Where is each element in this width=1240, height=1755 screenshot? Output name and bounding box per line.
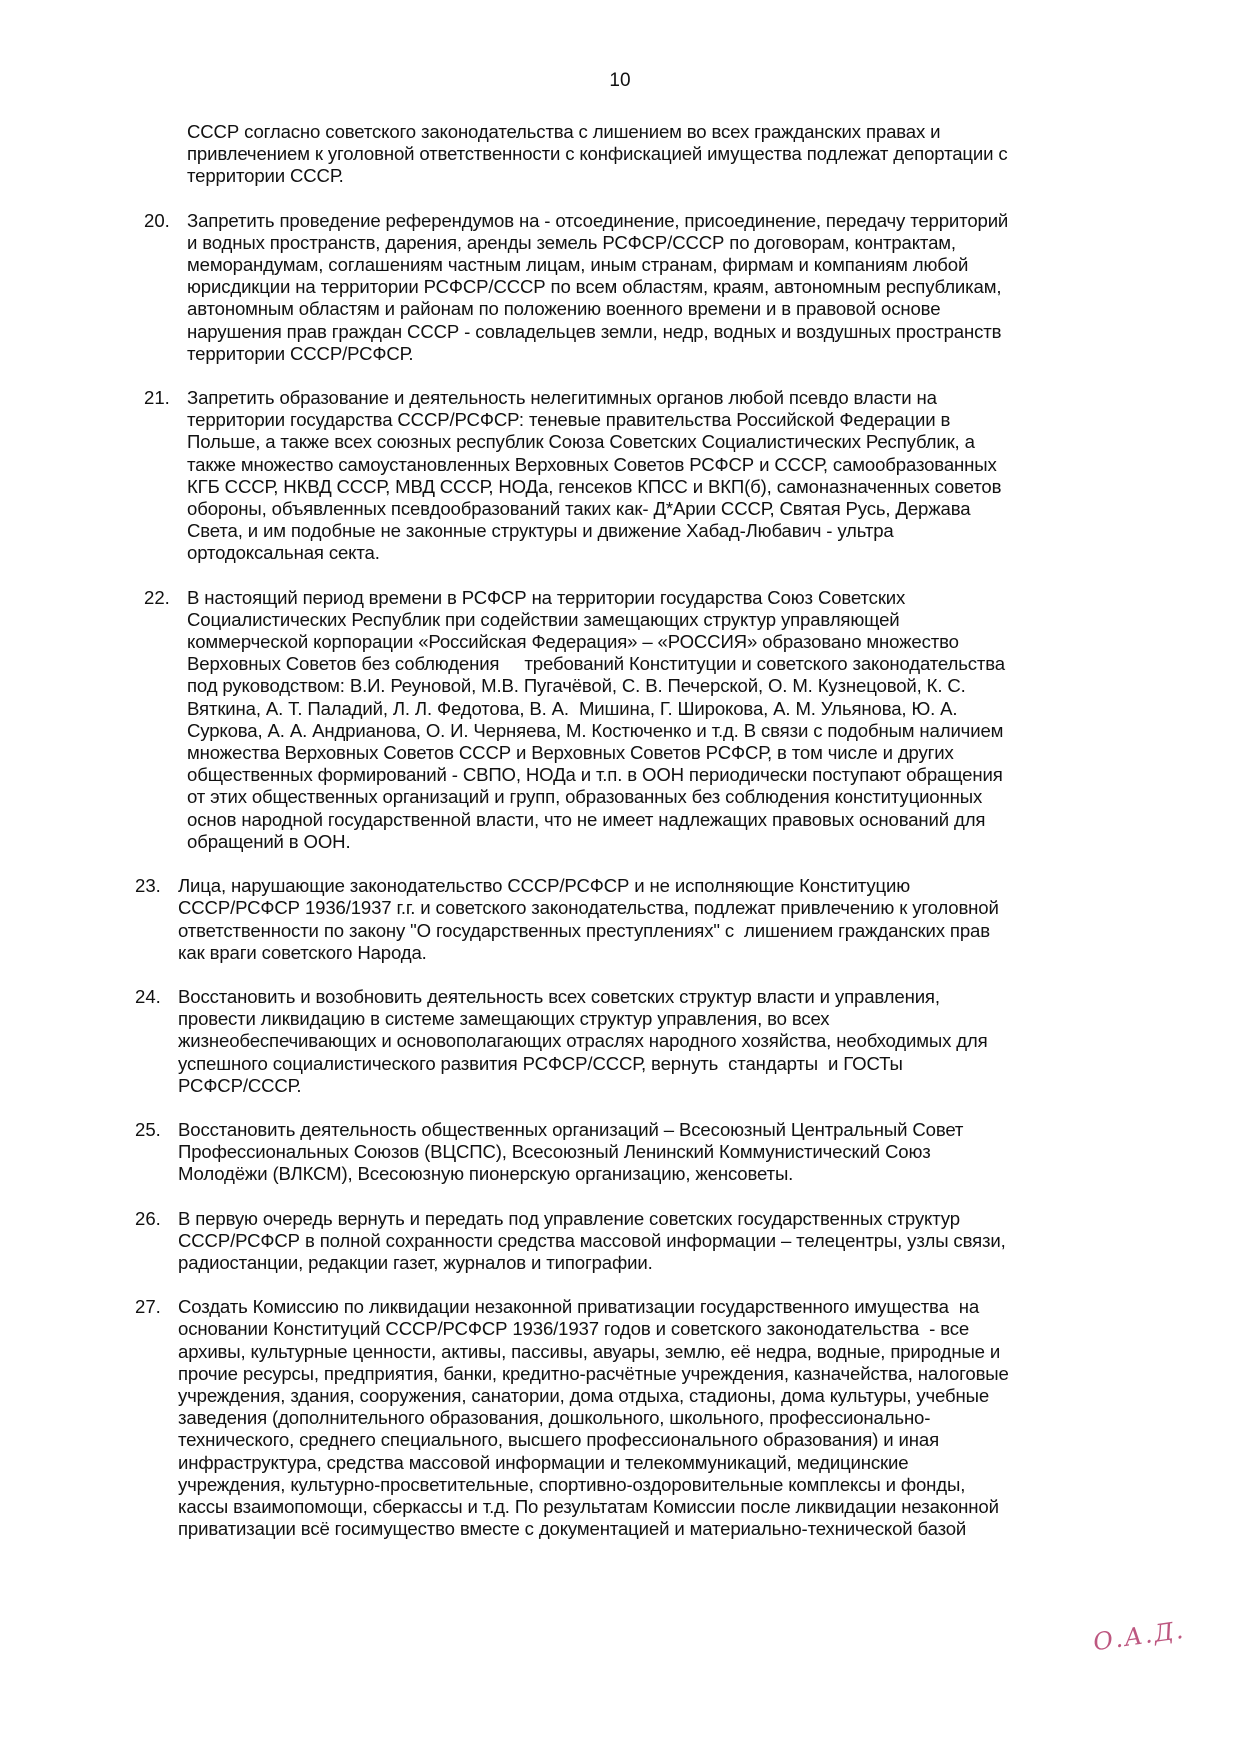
text-line: заведения (дополнительного образования, дошкольного, школьного, профессионально- <box>178 1407 931 1429</box>
item-number: 20. <box>144 209 170 231</box>
text-line: учреждения, здания, сооружения, санатории, дома отдыха, стадионы, дома культуры, учебные <box>178 1384 990 1406</box>
text-line: множества Верховных Советов СССР и Верховных Советов РСФСР, в том числе и других <box>187 742 954 764</box>
item-text <box>187 210 1137 365</box>
text-line: коммерческой корпорации «Российская Федерация» – «РОССИЯ» образовано множество <box>187 631 959 653</box>
text-line: обращений в ООН. <box>187 830 351 852</box>
item-number: 23. <box>135 875 161 897</box>
text-line: технического, среднего специального, высшего профессионального образования) и иная <box>178 1429 939 1451</box>
text-line: КГБ СССР, НКВД СССР, МВД СССР, НОДа, генсеков КПСС и ВКП(б), самоназначенных советов <box>187 475 1002 497</box>
text-line: Запретить образование и деятельность нелегитимных органов любой псевдо власти на <box>187 387 937 409</box>
text-line: Создать Комиссию по ликвидации незаконной приватизации государственного имущества на <box>178 1296 980 1318</box>
text-line: Верховных Советов без соблюдения требований Конституции и советского законодательства <box>187 653 1005 675</box>
item-text <box>178 1296 1138 1540</box>
text-line: радиостанции, редакции газет, журналов и типографии. <box>178 1251 653 1273</box>
text-line: провести ликвидацию в системе замещающих структур управления, во всех <box>178 1008 830 1030</box>
text-line: территории государства СССР/РСФСР: теневые правительства Российской Федерации в <box>187 409 951 431</box>
item-text <box>178 1208 1138 1275</box>
item-text <box>178 1119 1138 1186</box>
text-line: и водных пространств, дарения, аренды земель РСФСР/СССР по договорам, контрактам, <box>187 231 956 253</box>
list-item-23 <box>0 875 1240 964</box>
text-line: инфраструктура, средства массовой информации и телекоммуникаций, медицинские <box>178 1451 909 1473</box>
text-line: приватизации всё госимущество вместе с документацией и материально-технической базой <box>178 1518 967 1540</box>
text-line: территории СССР/РСФСР. <box>187 342 414 364</box>
text-line: автономным областям и районам по положению военного времени и в правовой основе <box>187 298 941 320</box>
item-number: 22. <box>144 586 170 608</box>
item-text <box>178 986 1138 1097</box>
text-line: жизнеобеспечивающих и основополагающих отраслях народного хозяйства, необходимых для <box>178 1030 988 1052</box>
text-line: территории СССР. <box>187 165 344 187</box>
text-line: Молодёжи (ВЛКСМ), Всесоюзную пионерскую организацию, женсоветы. <box>178 1163 794 1185</box>
list-item-22 <box>0 587 1240 853</box>
list-item-24 <box>0 986 1240 1097</box>
text-line: Восстановить деятельность общественных организаций – Всесоюзный Центральный Совет <box>178 1118 964 1140</box>
item-text <box>178 875 1138 964</box>
text-line: меморандумам, соглашениям частным лицам, иным странам, фирмам и компаниям любой <box>187 254 969 276</box>
text-line: общественных формирований - СВПО, НОДа и т.п. в ООН периодически поступают обращения <box>187 764 1003 786</box>
text-line: В первую очередь вернуть и передать под управление советских государственных структур <box>178 1207 960 1229</box>
text-line: Вяткина, А. Т. Паладий, Л. Л. Федотова, В. А. Мишина, Г. Широкова, А. М. Ульянова, Ю. А. <box>187 697 958 719</box>
item-text <box>187 387 1137 565</box>
text-line: прочие ресурсы, предприятия, банки, кредитно-расчётные учреждения, казначейства, налоговые <box>178 1362 1009 1384</box>
text-line: привлечением к уголовной ответственности с конфискацией имущества подлежат депортации с <box>187 143 1008 165</box>
text-line: ответственности по закону "О государственных преступлениях" с лишением гражданских прав <box>178 919 990 941</box>
text-line: Света, и им подобные не законные структуры и движение Хабад-Любавич - ультра <box>187 520 894 542</box>
text-line: под руководством: В.И. Реуновой, М.В. Пугачёвой, С. В. Печерской, О. М. Кузнецовой, К. С. <box>187 675 966 697</box>
text-line: Польше, а также всех союзных республик Союза Советских Социалистических Республик, а <box>187 431 975 453</box>
item-text <box>187 587 1137 853</box>
list-item-27 <box>0 1296 1240 1540</box>
text-line: юрисдикции на территории РСФСР/СССР по всем областям, краям, автономным республикам, <box>187 276 1002 298</box>
text-line: как враги советского Народа. <box>178 941 427 963</box>
text-line: учреждения, культурно-просветительные, спортивно-оздоровительные комплексы и фонды, <box>178 1473 966 1495</box>
text-line: также множество самоустановленных Верховных Советов РСФСР и СССР, самообразованных <box>187 453 997 475</box>
text-line: СССР/РСФСР в полной сохранности средства массовой информации – телецентры, узлы связи, <box>178 1229 1006 1251</box>
text-line: нарушения прав граждан СССР - совладельцев земли, недр, водных и воздушных пространств <box>187 320 1002 342</box>
handwritten-initials: О.А.Д. <box>1091 1615 1187 1657</box>
text-line: РСФСР/СССР. <box>178 1074 302 1096</box>
list-item-21 <box>0 387 1240 565</box>
text-line: кассы взаимопомощи, сберкассы и т.д. По результатам Комиссии после ликвидации незаконной <box>178 1495 999 1517</box>
item-number: 24. <box>135 985 161 1007</box>
list-item-26 <box>0 1208 1240 1275</box>
list-item-25 <box>0 1119 1240 1186</box>
text-line: Восстановить и возобновить деятельность всех советских структур власти и управления, <box>178 985 940 1007</box>
item-number: 25. <box>135 1118 161 1140</box>
document-body <box>0 121 1240 1562</box>
text-line: успешного социалистического развития РСФСР/СССР, вернуть стандарты и ГОСТы <box>178 1052 903 1074</box>
item-number: 27. <box>135 1296 161 1318</box>
text-line: В настоящий период времени в РСФСР на территории государства Союз Советских <box>187 586 906 608</box>
page-number: 10 <box>609 70 631 91</box>
text-line: Суркова, А. А. Андрианова, О. И. Черняева, М. Костюченко и т.д. В связи с подобным наличием <box>187 719 1004 741</box>
item-number: 21. <box>144 387 170 409</box>
text-line: Профессиональных Союзов (ВЦСПС), Всесоюзный Ленинский Коммунистический Союз <box>178 1141 931 1163</box>
text-line: обороны, объявленных псевдообразований таких как- Д*Арии СССР, Святая Русь, Держава <box>187 498 971 520</box>
text-line: от этих общественных организаций и групп, образованных без соблюдения конституционных <box>187 786 983 808</box>
text-line: основ народной государственной власти, что не имеет надлежащих правовых оснований для <box>187 808 986 830</box>
list-item-20 <box>0 210 1240 365</box>
text-line: Лица, нарушающие законодательство СССР/РСФСР и не исполняющие Конституцию <box>178 875 911 897</box>
text-line: архивы, культурные ценности, активы, пассивы, авуары, землю, её недра, водные, природные и <box>178 1340 1001 1362</box>
text-line: СССР согласно советского законодательства с лишением во всех гражданских правах и <box>187 121 941 142</box>
item-number: 26. <box>135 1207 161 1229</box>
text-line: основании Конституций СССР/РСФСР 1936/1937 годов и советского законодательства - все <box>178 1318 970 1340</box>
text-line: ортодоксальная секта. <box>187 542 380 564</box>
text-line: Социалистических Республик при содействии замещающих структур управляющей <box>187 608 900 630</box>
text-line: Запретить проведение референдумов на - отсоединение, присоединение, передачу территорий <box>187 209 1009 231</box>
continuation-paragraph <box>187 121 1137 188</box>
text-line: СССР/РСФСР 1936/1937 г.г. и советского законодательства, подлежат привлечению к уголовной <box>178 897 999 919</box>
